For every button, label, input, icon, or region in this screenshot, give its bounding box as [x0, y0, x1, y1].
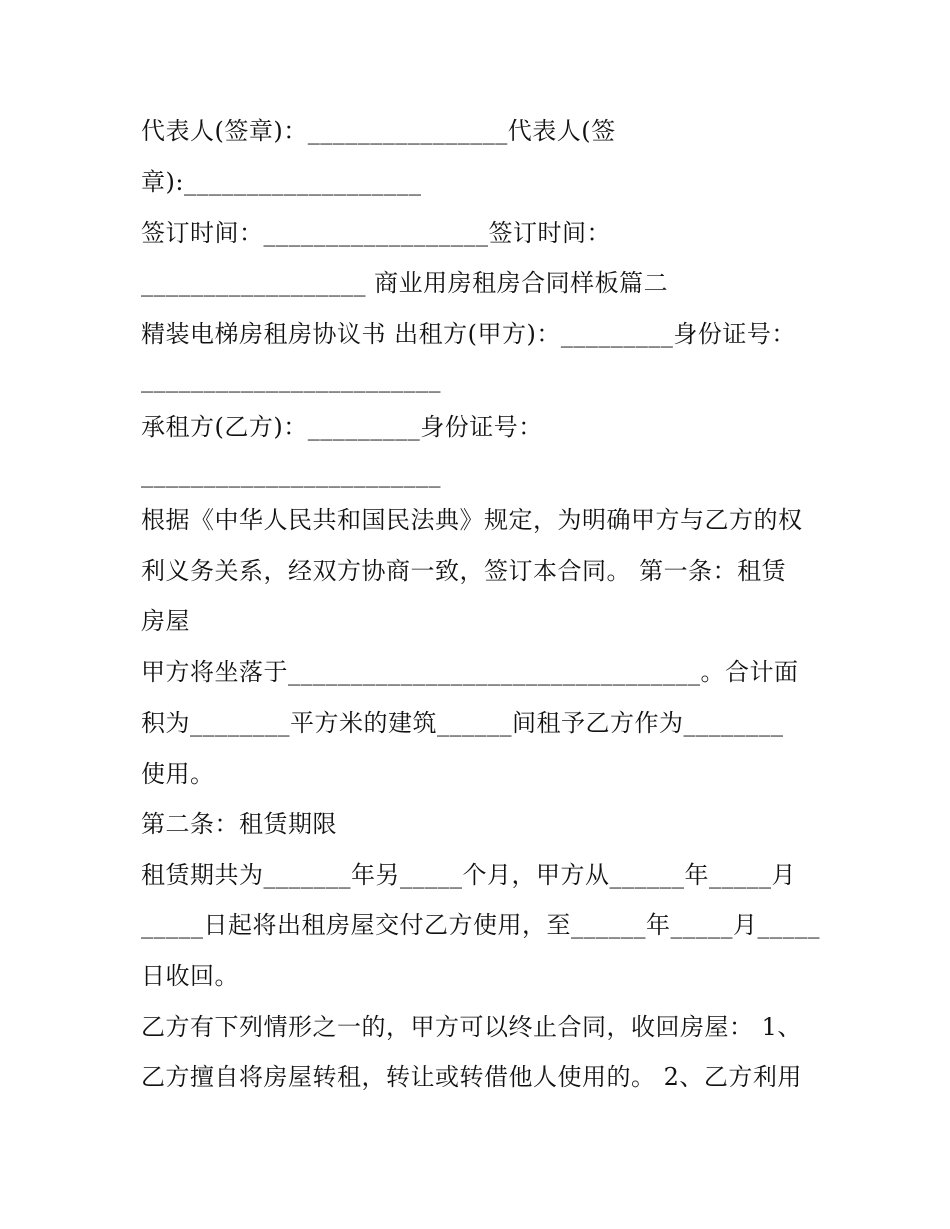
text-line: 房屋	[141, 607, 190, 635]
text-line: 积为________平方米的建筑______间租予乙方作为________	[141, 709, 784, 737]
text-line: 签订时间：__________________签订时间：	[141, 219, 611, 247]
text-line: 租赁期共为_______年另_____个月，甲方从______年_____月	[141, 861, 796, 889]
text-line: 第二条：租赁期限	[141, 810, 337, 838]
text-line: 根据《中华人民共和国民法典》规定，为明确甲方与乙方的权	[141, 506, 803, 534]
text-line: 乙方有下列情形之一的，甲方可以终止合同，收回房屋： 1、	[141, 1013, 802, 1041]
text-line: 承租方(乙方)：_________身份证号：	[141, 413, 543, 441]
text-line: 代表人(签章)：________________代表人(签	[141, 117, 616, 145]
text-line: 利义务关系，经双方协商一致，签订本合同。 第一条：租赁	[141, 557, 787, 585]
text-line: 甲方将坐落于_________________________________。合计面	[141, 658, 799, 686]
text-line: __________________ 商业用房租房合同样板篇二	[141, 269, 669, 297]
text-line: ________________________	[141, 460, 441, 488]
text-line: 精装电梯房租房协议书 出租方(甲方)：_________身份证号：	[141, 320, 796, 348]
text-line: 乙方擅自将房屋转租，转让或转借他人使用的。 2、乙方利用	[141, 1063, 802, 1091]
text-line: 使用。	[141, 760, 215, 788]
text-line: _____日起将出租房屋交付乙方使用，至______年_____月_____	[141, 911, 820, 939]
text-line: 章):___________________	[141, 168, 422, 196]
text-line: 日收回。	[141, 962, 239, 990]
text-line: ________________________	[141, 365, 441, 393]
